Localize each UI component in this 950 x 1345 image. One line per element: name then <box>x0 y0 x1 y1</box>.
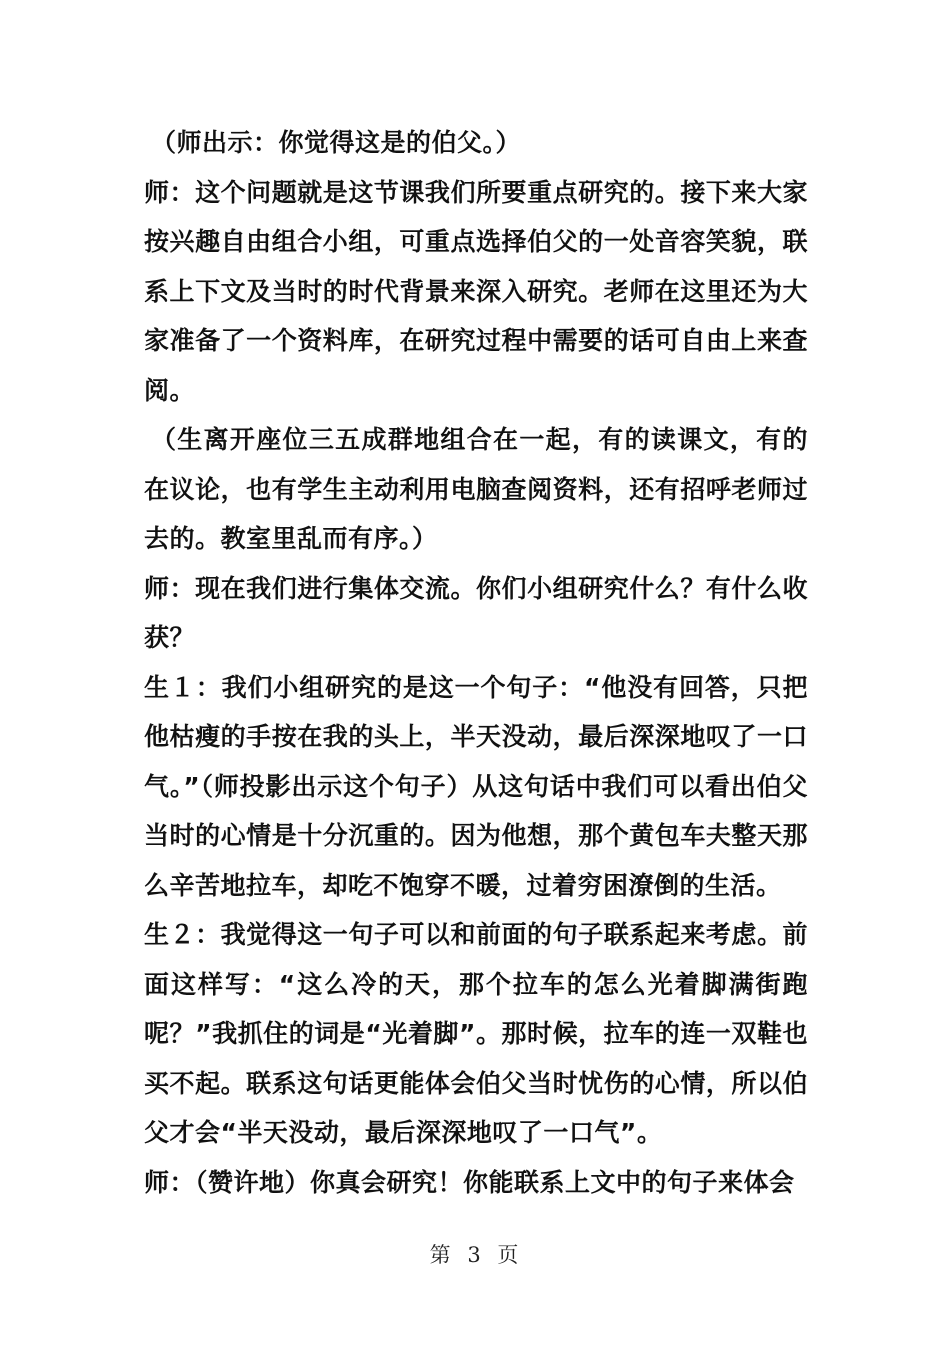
paragraph-student-1: 生１：我们小组研究的是这一个句子：“他没有回答，只把他枯瘦的手按在我的头上，半天没动，最后深深地叹了一口气。”（师投影出示这个句子）从这句话中我们可以看出伯父当时的心情是十分沉重的。因为他想，那个黄包车夫整天那么辛苦地拉车，却吃不饱穿不暖，过着穷困潦倒的生活。 <box>144 672 808 900</box>
page-number: 3 <box>467 1243 483 1267</box>
paragraph-students-group: （生离开座位三五成群地组合在一起，有的读课文，有的在议论，也有学生主动利用电脑查阅资料，还有招呼老师过去的。教室里乱而有序。） <box>144 425 808 553</box>
page-number-prefix: 第 <box>429 1243 453 1267</box>
page-number-suffix: 页 <box>497 1243 521 1267</box>
document-body <box>144 118 808 1207</box>
paragraph-teacher-praise: 师：（赞许地）你真会研究！你能联系上文中的句子来体会 <box>144 1167 795 1197</box>
paragraph-teacher-shows: （师出示：你觉得这是的伯父。） <box>151 128 522 157</box>
paragraph-teacher-exchange: 师：现在我们进行集体交流。你们小组研究什么？有什么收获？ <box>144 573 808 652</box>
paragraph-teacher-intro: 师：这个问题就是这节课我们所要重点研究的。接下来大家按兴趣自由组合小组，可重点选择伯父的一处音容笑貌，联系上下文及当时的时代背景来深入研究。老师在这里还为大家准备了一个资料库，在研究过程中需要的话可自由上来查阅。 <box>144 177 808 405</box>
paragraph-student-2: 生２：我觉得这一句子可以和前面的句子联系起来考虑。前面这样写：“这么冷的天，那个拉车的怎么光着脚满街跑呢？”我抓住的词是“光着脚”。那时候，拉车的连一双鞋也买不起。联系这句话更能体会伯父当时忧伤的心情，所以伯父才会“半天没动，最后深深地叹了一口气”。 <box>144 920 808 1147</box>
page-footer <box>0 1239 950 1269</box>
